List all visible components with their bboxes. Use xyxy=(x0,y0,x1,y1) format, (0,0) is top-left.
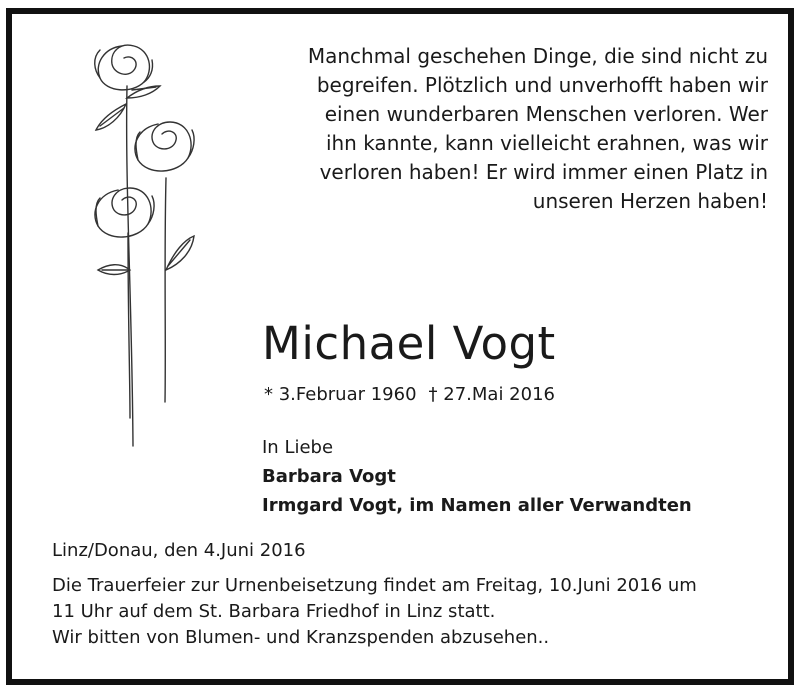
poem xyxy=(228,42,768,216)
poem-line: Manchmal geschehen Dinge, die sind nicht zu xyxy=(307,44,768,68)
info-line: 11 Uhr auf dem St. Barbara Friedhof in Linz statt. xyxy=(52,601,496,622)
obituary-notice xyxy=(6,8,794,685)
birth-date: * 3.Februar 1960 xyxy=(264,384,417,405)
info-line: Wir bitten von Blumen- und Kranzspenden abzusehen.. xyxy=(52,627,550,648)
funeral-info xyxy=(52,573,697,651)
poem-line: unseren Herzen haben! xyxy=(532,189,768,213)
poem-line: ihn kannte, kann vielleicht erahnen, was wir xyxy=(325,131,768,155)
deceased-name: Michael Vogt xyxy=(262,317,556,370)
place-date: Linz/Donau, den 4.Juni 2016 xyxy=(52,540,306,561)
life-dates xyxy=(264,382,555,408)
signer-name: Irmgard Vogt, im Namen aller Verwandten xyxy=(262,495,692,516)
info-line: Die Trauerfeier zur Urnenbeisetzung findet am Freitag, 10.Juni 2016 um xyxy=(52,575,697,596)
poem-line: einen wunderbaren Menschen verloren. Wer xyxy=(324,102,768,126)
poem-line: begreifen. Plötzlich und unverhofft haben wir xyxy=(316,73,768,97)
death-date: † 27.Mai 2016 xyxy=(428,384,555,405)
signers-intro: In Liebe xyxy=(262,437,334,458)
signers xyxy=(262,433,692,520)
poem-line: verloren haben! Er wird immer einen Platz in xyxy=(319,160,768,184)
signer-name: Barbara Vogt xyxy=(262,466,396,487)
roses-drawing-icon xyxy=(70,38,210,450)
